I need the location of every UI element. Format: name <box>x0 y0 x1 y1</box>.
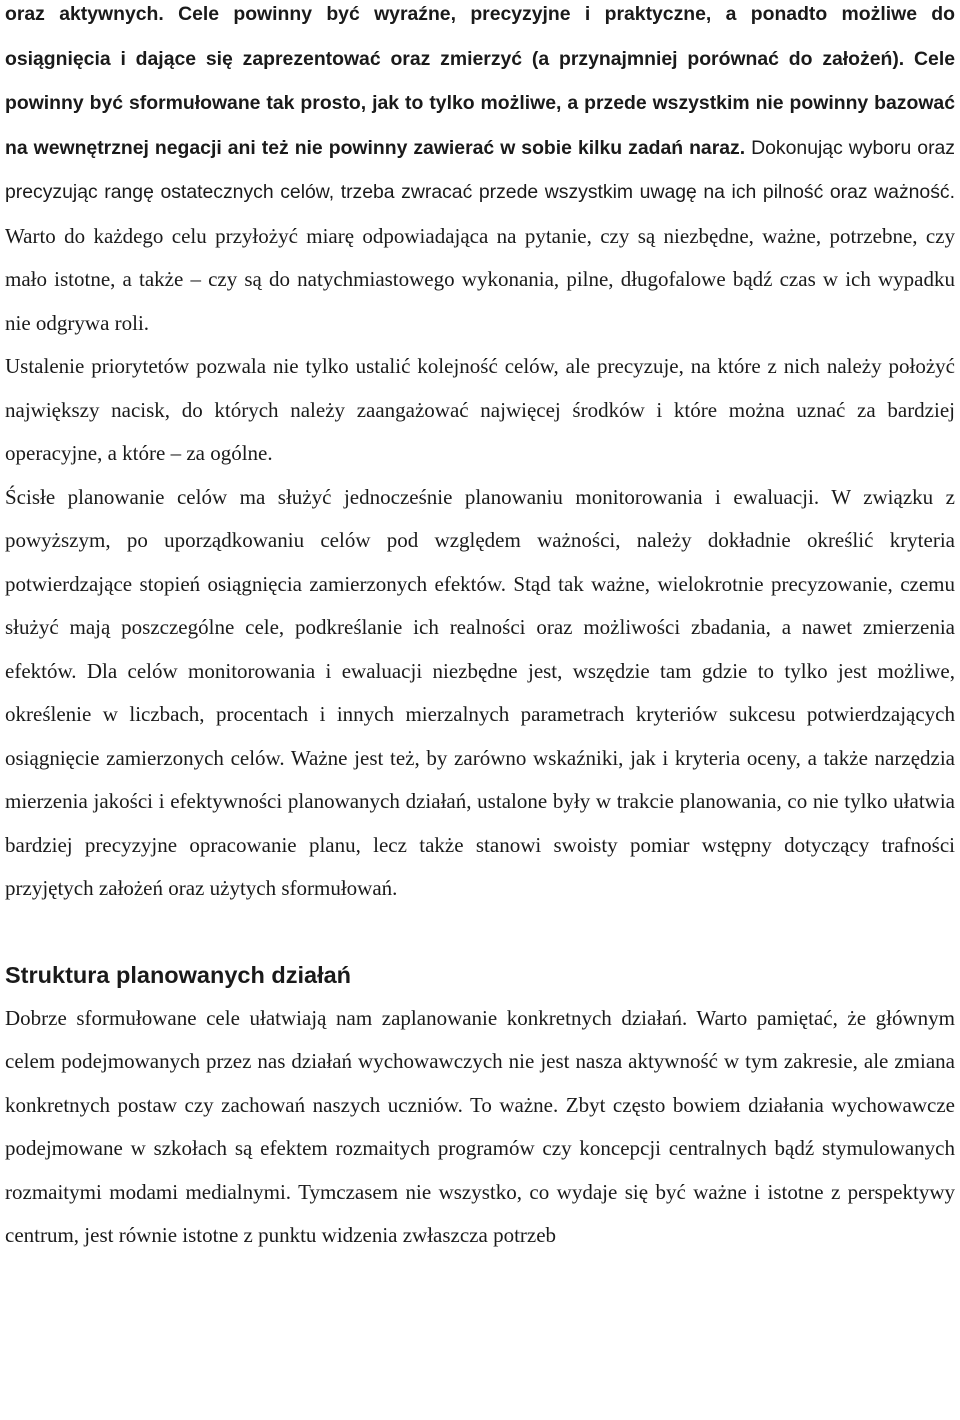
paragraph-priorities: Ustalenie priorytetów pozwala nie tylko ustalić kolejność celów, ale precyzuje, na które z nich należy położyć największy nacisk, do których należy zaangażować najwięcej środków i które można uznać za bardziej operacyjne, a które – za ogólne. <box>5 354 955 465</box>
serif-text: Warto do każdego celu przyłożyć miarę odpowiadająca na pytanie, czy są niezbędne, ważne, potrzebne, czy mało istotne, a także – czy są do natychmiastowego wykonania, pilne, długofalowe bądź czas w ich wypadku nie odgrywa roli. <box>5 223 955 335</box>
section-heading: Struktura planowanych działań <box>5 961 352 988</box>
paragraph-planning-evaluation: Ścisłe planowanie celów ma służyć jednocześnie planowaniu monitorowania i ewaluacji. W związku z powyższym, po uporządkowaniu celów pod względem ważności, należy dokładnie określić kryteria potwierdzające stopień osiągnięcia zamierzonych efektów. Stąd tak ważne, wielokrotnie precyzowanie, czemu służyć mają poszczególne cele, podkreślanie ich realności oraz możliwości zbadania, a nawet zmierzenia efektów. Dla celów monitorowania i ewaluacji niezbędne jest, wszędzie tam gdzie to tylko jest możliwe, określenie w liczbach, procentach i innych mierzalnych parametrach kryteriów sukcesu potwierdzających osiągnięcie zamierzonych celów. Ważne jest też, by zarówno wskaźniki, jak i kryteria oceny, a także narzędzia mierzenia jakości i efektywności planowanych działań, ustalone były w trakcie planowania, co nie tylko ułatwia bardziej precyzyjne opracowanie planu, lecz także stanowi swoisty pomiar wstępny dotyczący trafności przyjętych założeń oraz użytych sformułowań. <box>5 484 955 900</box>
paragraph-action-structure: Dobrze sformułowane cele ułatwiają nam zaplanowanie konkretnych działań. Warto pamiętać, że głównym celem podejmowanych przez nas działań wychowawczych nie jest nasza aktywność w tym zakresie, ale zmiana konkretnych postaw czy zachowań naszych uczniów. To ważne. Zbyt często bowiem działania wychowawcze podejmowane w szkołach są efektem rozmaitych programów czy koncepcji centralnych bądź stymulowanych rozmaitymi modami medialnymi. Tymczasem nie wszystko, co wydaje się być ważne i istotne z perspektywy centrum, jest równie istotne z punktu widzenia zwłaszcza potrzeb <box>5 1005 955 1247</box>
document-page <box>5 0 955 1258</box>
sans-text: Dokonując wyboru oraz precyzując rangę ostatecznych celów, trzeba zwracać przede wszystkim uwagę na ich pilność oraz ważność. <box>5 136 956 203</box>
paragraph-goals-criteria <box>5 0 955 345</box>
bold-text: oraz aktywnych. Cele powinny być wyraźne, precyzyjne i praktyczne, a ponadto możliwe do osiągnięcia i dające się zaprezentować oraz zmierzyć (a przynajmniej porównać do założeń). Cele powinny być sformułowane tak prosto, jak to tylko możliwe, a przede wszystkim nie powinny bazować na wewnętrznej negacji ani też nie powinny zawierać w sobie kilku zadań naraz. <box>5 3 955 159</box>
